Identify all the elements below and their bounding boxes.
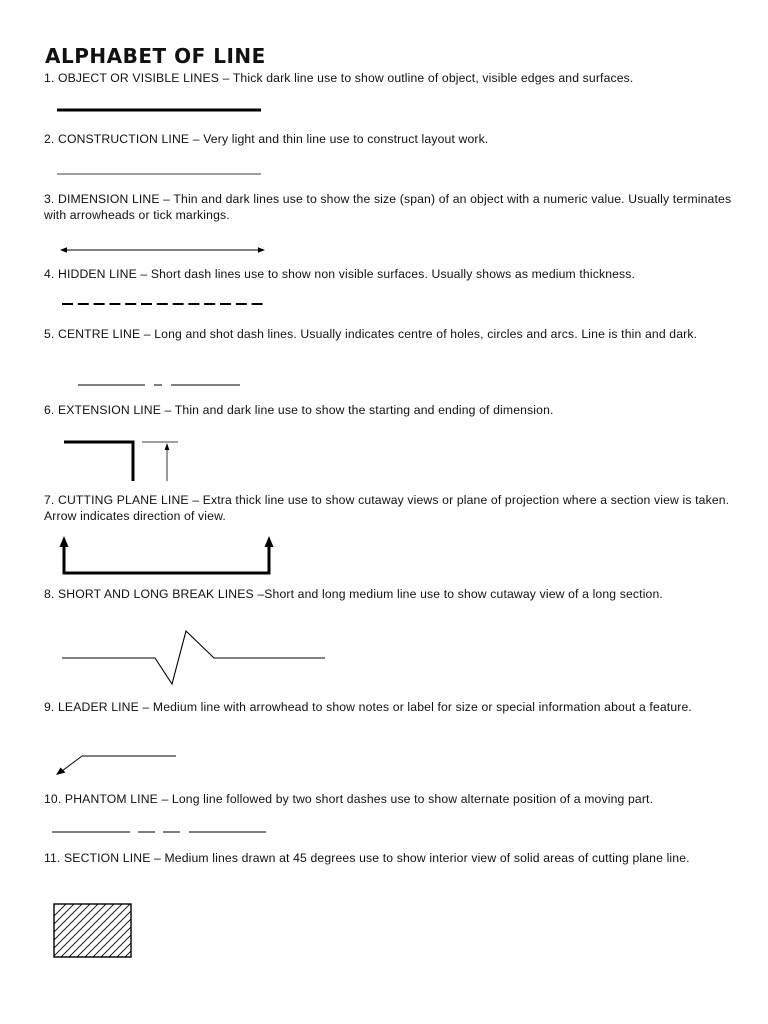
item-centre-line-text: 5. CENTRE LINE – Long and shot dash lines. Usually indicates centre of holes, circles and arcs. Line is thin and dark. bbox=[44, 327, 698, 341]
item-hidden-line-text: 4. HIDDEN LINE – Short dash lines use to show non visible surfaces. Usually shows as medium thickness. bbox=[44, 267, 636, 281]
item-cutting-plane-line-text: 7. CUTTING PLANE LINE – Extra thick line use to show cutaway views or plane of projection where a section view is taken. Arrow indicates direction of view. bbox=[44, 493, 730, 523]
item-break-line-text: 8. SHORT AND LONG BREAK LINES –Short and long medium line use to show cutaway view of a long section. bbox=[44, 587, 663, 601]
item-extension-line-text: 6. EXTENSION LINE – Thin and dark line use to show the starting and ending of dimension. bbox=[44, 403, 554, 417]
item-phantom-line-text: 10. PHANTOM LINE – Long line followed by two short dashes use to show alternate position of a moving part. bbox=[44, 792, 654, 806]
item-section-line-text: 11. SECTION LINE – Medium lines drawn at 45 degrees use to show interior view of solid areas of cutting plane line. bbox=[44, 851, 690, 865]
centre-line-figure bbox=[0, 375, 300, 395]
section-line-figure bbox=[50, 900, 136, 962]
phantom-line-figure bbox=[0, 822, 300, 842]
leader-line-figure bbox=[0, 745, 300, 785]
construction-line-figure bbox=[0, 165, 300, 185]
item-leader-line-text: 9. LEADER LINE – Medium line with arrowhead to show notes or label for size or special information about a feature. bbox=[44, 700, 692, 714]
break-line-figure bbox=[0, 620, 340, 690]
cutting-plane-line-figure bbox=[0, 530, 300, 580]
item-construction-line-text: 2. CONSTRUCTION LINE – Very light and thin line use to construct layout work. bbox=[44, 132, 489, 146]
page-title: ALPHABET OF LINE bbox=[45, 44, 266, 68]
dimension-line-figure bbox=[0, 240, 300, 260]
item-dimension-line-text: 3. DIMENSION LINE – Thin and dark lines use to show the size (span) of an object with a numeric value. Usually terminates with arrowheads or tick markings. bbox=[44, 192, 732, 222]
extension-line-figure bbox=[0, 430, 300, 490]
item-object-line-text: 1. OBJECT OR VISIBLE LINES – Thick dark line use to show outline of object, visible edges and surfaces. bbox=[44, 71, 634, 85]
hidden-line-figure bbox=[0, 294, 300, 314]
object-line-figure bbox=[0, 100, 300, 120]
